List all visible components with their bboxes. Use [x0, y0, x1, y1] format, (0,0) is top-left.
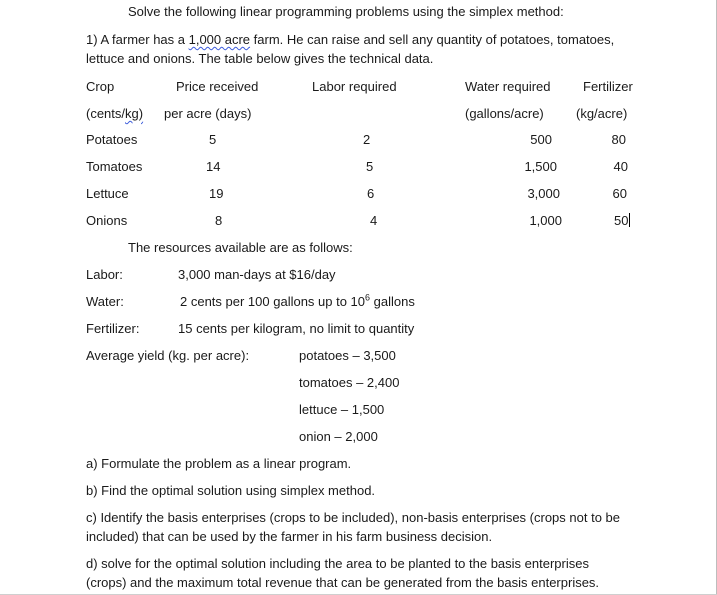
- units-cents: (cents/: [86, 106, 126, 121]
- units-kg-spellcheck: kg): [125, 106, 144, 121]
- row-potatoes-labor: 2: [363, 132, 371, 147]
- labor-label: Labor:: [86, 267, 123, 282]
- fertilizer-value: 15 cents per kilogram, no limit to quantity: [178, 321, 415, 336]
- row-lettuce-labor: 6: [367, 186, 375, 201]
- intro-text-a: 1) A farmer has a: [86, 32, 189, 47]
- row-tomatoes-crop: Tomatoes: [86, 159, 143, 174]
- row-potatoes-water: 500: [530, 132, 552, 147]
- question-c-line1: c) Identify the basis enterprises (crops to be included), non-basis enterprises (crops not to be: [86, 510, 620, 525]
- row-potatoes-price: 5: [209, 132, 217, 147]
- question-b: b) Find the optimal solution using simplex method.: [86, 483, 376, 498]
- yield-lettuce: lettuce – 1,500: [299, 402, 385, 417]
- header-labor: Labor required: [312, 79, 397, 94]
- header-units-labor: per acre (days): [164, 106, 252, 121]
- row-onions-water: 1,000: [529, 213, 562, 228]
- row-onions-fert-cell[interactable]: [614, 213, 630, 229]
- instructions-heading: Solve the following linear programming problems using the simplex method:: [128, 4, 564, 19]
- row-onions-labor: 4: [370, 213, 378, 228]
- water-exponent: 6: [365, 292, 371, 303]
- row-onions-price: 8: [215, 213, 223, 228]
- header-crop: Crop: [86, 79, 115, 94]
- row-lettuce-crop: Lettuce: [86, 186, 129, 201]
- header-units-water: (gallons/acre): [465, 106, 544, 121]
- labor-value: 3,000 man-days at $16/day: [178, 267, 336, 282]
- resources-intro: The resources available are as follows:: [128, 240, 353, 255]
- row-onions-crop: Onions: [86, 213, 128, 228]
- problem-intro-line2: lettuce and onions. The table below gives the technical data.: [86, 51, 434, 66]
- row-tomatoes-water: 1,500: [524, 159, 557, 174]
- question-d-line2: (crops) and the maximum total revenue that can be generated from the basis enterprises.: [86, 575, 600, 590]
- row-lettuce-price: 19: [209, 186, 224, 201]
- fertilizer-label: Fertilizer:: [86, 321, 140, 336]
- water-value-unit: gallons: [370, 294, 415, 309]
- header-water: Water required: [465, 79, 551, 94]
- header-units-fertilizer: (kg/acre): [576, 106, 628, 121]
- question-d-line1: d) solve for the optimal solution including the area to be planted to the basis enterprises: [86, 556, 589, 571]
- yield-onion: onion – 2,000: [299, 429, 378, 444]
- question-a: a) Formulate the problem as a linear program.: [86, 456, 352, 471]
- row-onions-fert: 50: [614, 213, 629, 228]
- header-fertilizer: Fertilizer: [583, 79, 633, 94]
- intro-text-b: farm. He can raise and sell any quantity of potatoes, tomatoes,: [250, 32, 615, 47]
- row-tomatoes-price: 14: [206, 159, 221, 174]
- row-tomatoes-labor: 5: [366, 159, 374, 174]
- header-price: Price received: [176, 79, 259, 94]
- water-value-text: 2 cents per 100 gallons up to 10: [180, 294, 366, 309]
- row-lettuce-water: 3,000: [527, 186, 560, 201]
- yield-tomatoes: tomatoes – 2,400: [299, 375, 400, 390]
- header-units-price: [86, 106, 143, 122]
- yield-label: Average yield (kg. per acre):: [86, 348, 250, 363]
- row-tomatoes-fert: 40: [613, 159, 628, 174]
- text-cursor: [629, 213, 630, 227]
- problem-intro-line1: [86, 32, 614, 48]
- water-value: [180, 294, 415, 310]
- intro-acre-spellcheck: 1,000 acre: [188, 32, 251, 47]
- row-lettuce-fert: 60: [612, 186, 627, 201]
- row-potatoes-crop: Potatoes: [86, 132, 138, 147]
- row-potatoes-fert: 80: [611, 132, 626, 147]
- question-c-line2: included) that can be used by the farmer in his farm business decision.: [86, 529, 493, 544]
- yield-potatoes: potatoes – 3,500: [299, 348, 396, 363]
- water-label: Water:: [86, 294, 124, 309]
